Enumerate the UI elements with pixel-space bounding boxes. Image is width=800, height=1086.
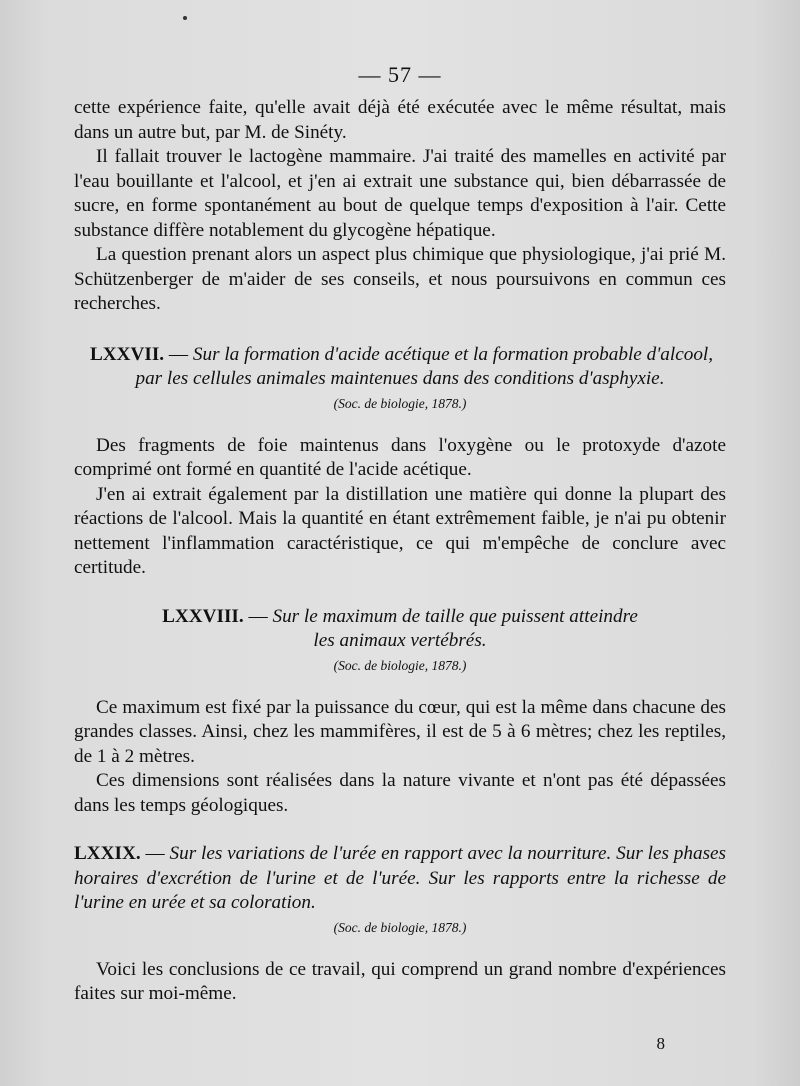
section-number: LXXIX. bbox=[74, 843, 141, 864]
section-source: (Soc. de biologie, 1878.) bbox=[333, 395, 467, 411]
paragraph: J'en ai extrait également par la distillation une matière qui donne la plupart des réactions de l'alcool. Mais la quantité en étant extrêmement faible, je n'ai pu obtenir nettement l'inflammation caractéristique, ce qui m'empêche de conclure avec certitude. bbox=[74, 483, 726, 578]
section-title-line1: Sur la formation d'acide acétique et la formation probable d'alcool, bbox=[192, 343, 714, 365]
paragraph: Ce maximum est fixé par la puissance du cœur, qui est la même dans chacune des grandes classes. Ainsi, chez les mammifères, il est de 5 à 6 mètres; chez les reptiles, de 1 à 2 mètres. bbox=[74, 696, 726, 767]
paragraph-schutzenberger: La question prenant alors un aspect plus chimique que physiologique, j'ai prié M. Schützenberger de m'aider de ses conseils, et nous poursuivons en commun ces recherches. bbox=[74, 244, 726, 314]
section-number: LXXVIII. bbox=[162, 605, 244, 627]
paragraph: Voici les conclusions de ce travail, qui comprend un grand nombre d'expériences faites sur moi-même. bbox=[74, 958, 726, 1004]
paragraph-lactogene: Il fallait trouver le lactogène mammaire. J'ai traité des mamelles en activité par l'eau bouillante et l'alcool, et j'en ai extrait une substance qui, bien débarrassée de sucre, en forme spontanément au bout de quelque temps d'exposition à l'air. Cette substance diffère notablement du glycogène hépatique. bbox=[74, 146, 726, 241]
section-lxxix-title: LXXIX. — Sur les variations de l'urée en rapport avec la nourriture. Sur les phases horaires d'excrétion de l'urine et de l'urée. Sur les rapports entre la richesse de l'urine en urée et sa coloration. bbox=[74, 843, 727, 913]
section-title-line2: par les cellules animales maintenues dans des conditions d'asphyxie. bbox=[135, 368, 665, 389]
section-title-line1: Sur le maximum de taille que puissent atteindre bbox=[272, 605, 638, 627]
section-source: (Soc. de biologie, 1878.) bbox=[333, 919, 467, 935]
signature-mark: 8 bbox=[656, 1034, 665, 1053]
section-source: (Soc. de biologie, 1878.) bbox=[333, 657, 467, 673]
section-title-line2: les animaux vertébrés. bbox=[313, 630, 487, 651]
paragraph-continuation: cette expérience faite, qu'elle avait déjà été exécutée avec le même résultat, mais dans un autre but, par M. de Sinéty. bbox=[74, 97, 726, 143]
paragraph: Ces dimensions sont réalisées dans la nature vivante et n'ont pas été dépassées dans les temps géologiques. bbox=[74, 770, 726, 816]
page-header: — 57 — bbox=[358, 62, 442, 87]
section-lxxviii-title: LXXVIII. — Sur le maximum de taille que puissent atteindre les animaux vertébrés. bbox=[74, 605, 726, 654]
section-number: LXXVII. bbox=[90, 343, 165, 365]
ink-speck bbox=[183, 16, 187, 20]
section-title: Sur les variations de l'urée en rapport avec la nourriture. Sur les phases horaires d'excrétion de l'urine et de l'urée. Sur les rapports entre la richesse de l'urine en urée et sa coloration. bbox=[74, 843, 727, 913]
paragraph: Des fragments de foie maintenus dans l'oxygène ou le protoxyde d'azote comprimé ont formé en quantité de l'acide acétique. bbox=[74, 434, 726, 480]
page-content bbox=[74, 62, 726, 1007]
section-lxxvii-title: LXXVII. — Sur la formation d'acide acétique et la formation probable d'alcool, par les cellules animales maintenues dans des conditions d'asphyxie. bbox=[74, 343, 726, 392]
